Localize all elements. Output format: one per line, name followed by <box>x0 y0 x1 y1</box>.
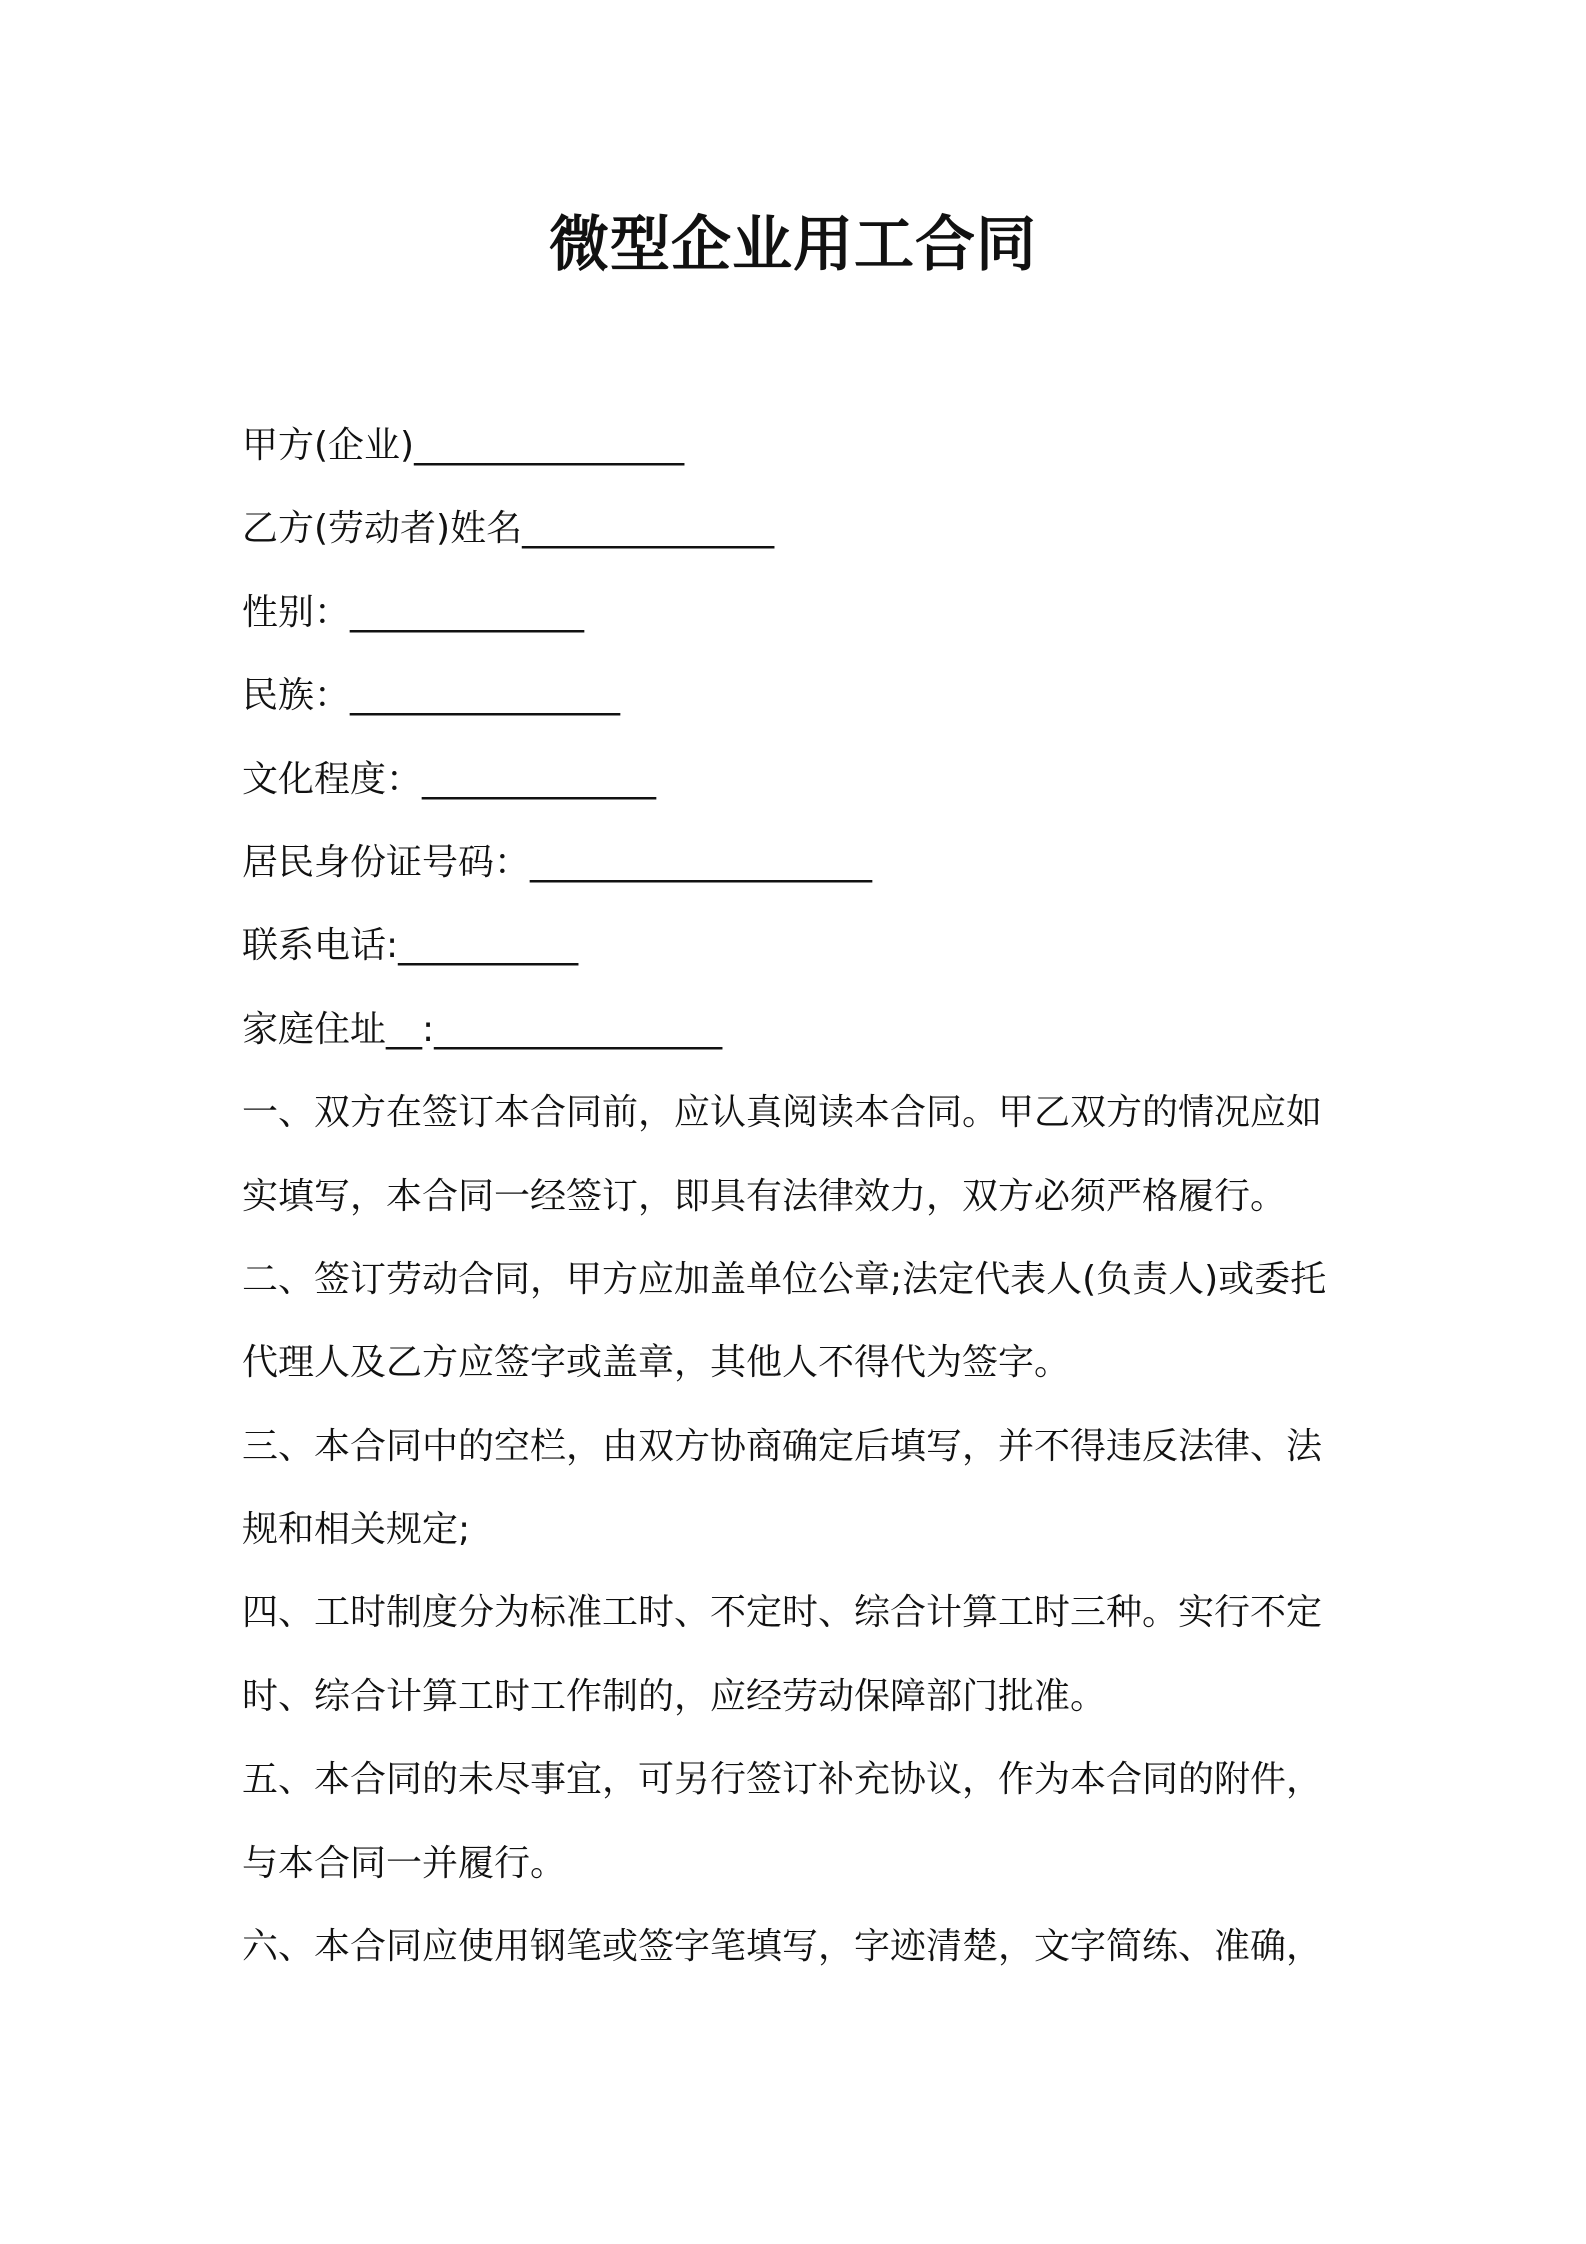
field-party-b-name: 乙方(劳动者)姓名______________ <box>242 508 775 550</box>
clause-line: 规和相关规定; <box>242 1509 471 1551</box>
field-ethnicity: 民族：_______________ <box>242 675 621 717</box>
clause-line: 实填写，本合同一经签订，即具有法律效力，双方必须严格履行。 <box>242 1175 1287 1217</box>
clause-line: 五、本合同的未尽事宜，可另行签订补充协议，作为本合同的附件， <box>242 1759 1323 1801</box>
field-address: 家庭住址__:________________ <box>242 1008 723 1050</box>
clause-line: 时、综合计算工时工作制的，应经劳动保障部门批准。 <box>242 1675 1107 1717</box>
field-id-number: 居民身份证号码：___________________ <box>242 841 873 883</box>
clause-line: 与本合同一并履行。 <box>242 1842 567 1884</box>
clause-line: 一、双方在签订本合同前，应认真阅读本合同。甲乙双方的情况应如 <box>242 1092 1323 1134</box>
clause-line: 三、本合同中的空栏，由双方协商确定后填写，并不得违反法律、法 <box>242 1425 1323 1467</box>
field-party-a: 甲方(企业)_______________ <box>242 425 685 466</box>
field-gender: 性别：_____________ <box>242 591 585 633</box>
clause-line: 四、工时制度分为标准工时、不定时、综合计算工时三种。实行不定 <box>242 1592 1323 1634</box>
document-title: 微型企业用工合同 <box>549 210 1037 280</box>
clause-line: 二、签订劳动合同，甲方应加盖单位公章;法定代表人(负责人)或委托 <box>242 1258 1327 1300</box>
clause-line: 六、本合同应使用钢笔或签字笔填写，字迹清楚，文字简练、准确， <box>242 1926 1323 1968</box>
field-education: 文化程度：_____________ <box>242 758 657 800</box>
clause-line: 代理人及乙方应签字或盖章，其他人不得代为签字。 <box>242 1342 1071 1384</box>
field-phone: 联系电话:__________ <box>242 925 579 967</box>
document-body <box>242 404 1362 1988</box>
